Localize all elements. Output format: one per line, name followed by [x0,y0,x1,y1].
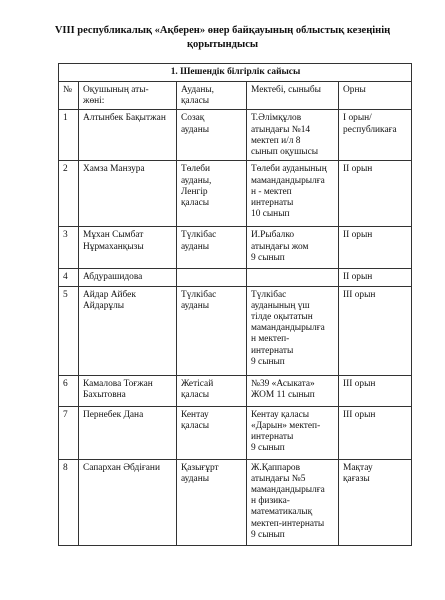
place-cell [339,286,412,375]
number-cell-line: 8 [63,462,68,473]
school-cell-line: Ж.Қаппаров [251,462,301,473]
table-row [59,161,412,227]
header-district-line: Ауданы, [181,85,214,95]
school-cell-line: интернаты [251,345,294,356]
school-cell-line: сынып оқушысы [251,147,319,158]
place-cell [339,110,412,161]
school-cell-line: мамандандырылға [251,175,325,186]
number-cell-line: 7 [63,409,68,420]
place-cell [339,269,412,286]
school-cell-line: ауданының үш [251,300,310,311]
place-cell [339,161,412,227]
school-cell-line: мектеп-интернаты [251,518,325,529]
student-name-cell-line: Абдурашидова [83,272,143,283]
place-cell [339,227,412,269]
district-cell-line: Кентау [181,409,209,420]
district-cell [177,227,247,269]
school-cell-line: интернаты [251,432,294,443]
district-cell [177,406,247,459]
district-cell-line: Түлкібас [181,289,217,300]
number-cell [59,459,79,545]
school-cell-line: 9 сынып [251,529,285,540]
school-cell-line: математикалық [251,507,313,518]
table-row [59,269,412,286]
place-cell [339,406,412,459]
school-cell-line: ЖОМ 11 сынып [251,389,315,400]
section-row [59,64,412,82]
school-cell-line: мектеп и/л 8 [251,135,301,146]
student-name-cell [79,375,177,406]
number-cell [59,227,79,269]
school-cell-line: мамандандырылға [251,323,325,334]
school-cell-line: 10 сынып [251,209,290,220]
student-name-cell-line: Айдарұлы [83,300,125,311]
place-cell-line: республикаға [343,124,397,135]
header-student-name-line: Оқушының аты- [83,85,149,95]
district-cell-line: Созақ [181,113,205,124]
number-cell-line: 3 [63,230,68,241]
results-table [58,63,412,546]
school-cell-line: «Дарын» мектеп- [251,420,321,431]
student-name-cell-line: Нұрмаханқызы [83,241,144,252]
school-cell-line: н физика- [251,496,290,507]
school-cell-line: мамандандырылға [251,485,325,496]
school-cell [247,110,339,161]
number-cell-line: 6 [63,378,68,389]
district-cell-line: Түлкібас [181,230,217,241]
header-student-name-line: жөні: [83,96,105,107]
school-cell [247,459,339,545]
district-cell-line: Қазығұрт [181,462,219,473]
student-name-cell [79,286,177,375]
header-district-line: қаласы [181,96,210,107]
student-name-cell-line: Сапархан Әбдіғани [83,462,160,473]
place-cell-line: III орын [343,409,376,420]
district-cell [177,269,247,286]
header-number [59,82,79,110]
student-name-cell-line: Камалова Тоғжан [83,378,153,389]
place-cell-line: II орын [343,230,373,241]
school-cell-line: атындағы жом [251,241,309,252]
school-cell-line: 9 сынып [251,252,285,263]
school-cell [247,227,339,269]
header-school-line: Мектебі, сыныбы [251,85,321,95]
district-cell [177,375,247,406]
place-cell [339,375,412,406]
district-cell [177,286,247,375]
header-student-name [79,82,177,110]
title-line-1: VIII республикалық «Ақберен» өнер байқауының облыстық кезеңінің [54,25,391,36]
header-school [247,82,339,110]
table-row [59,375,412,406]
table-row [59,459,412,545]
student-name-cell-line: Пернебек Дана [83,409,144,420]
school-cell-line: Кентау қаласы [251,409,310,420]
district-cell-line: қаласы [181,198,210,209]
header-place-line: Орны [343,85,366,95]
header-district [177,82,247,110]
student-name-cell [79,269,177,286]
school-cell-line: №39 «Асыката» [251,378,315,389]
school-cell-line: н - мектеп [251,186,292,197]
district-cell [177,161,247,227]
title-line-2: қорытындысы [186,39,259,50]
place-cell-line: II орын [343,272,373,283]
header-place [339,82,412,110]
table-row [59,110,412,161]
school-cell-line: атындағы №14 [251,124,311,135]
number-cell [59,286,79,375]
place-cell-line: II орын [343,164,373,175]
district-cell-line: ауданы [181,300,210,311]
place-cell-line: I орын/ [343,113,372,124]
number-cell [59,269,79,286]
document-title [0,24,445,52]
number-cell [59,161,79,227]
school-cell [247,286,339,375]
student-name-cell [79,110,177,161]
district-cell-line: ауданы [181,473,210,484]
school-cell-line: тілде оқытатын [251,312,313,323]
student-name-cell-line: Хамза Манзура [83,164,145,175]
number-cell [59,110,79,161]
student-name-cell-line: Алтынбек Бақытжан [83,113,166,124]
school-cell-line: Түлкібас [251,289,287,300]
student-name-cell-line: Бахытовна [83,389,126,400]
school-cell-line: Т.Әлімқұлов [251,113,302,124]
district-cell-line: ауданы [181,241,210,252]
section-title: 1. Шешендік білгірлік сайысы [59,64,412,82]
district-cell-line: Ленгір [181,186,208,197]
place-cell-line: Мақтау [343,462,373,473]
school-cell [247,269,339,286]
place-cell [339,459,412,545]
number-cell [59,406,79,459]
school-cell [247,375,339,406]
place-cell-line: қағазы [343,473,370,484]
table-row [59,286,412,375]
student-name-cell-line: Мұхан Сымбат [83,230,144,241]
school-cell-line: интернаты [251,198,294,209]
number-cell-line: 5 [63,289,68,300]
district-cell [177,459,247,545]
header-row [59,82,412,110]
table-body [59,110,412,545]
district-cell-line: қаласы [181,389,210,400]
school-cell [247,406,339,459]
student-name-cell [79,227,177,269]
number-cell-line: 2 [63,164,68,175]
number-cell-line: 4 [63,272,68,283]
place-cell-line: III орын [343,289,376,300]
school-cell-line: Төлеби ауданының [251,164,327,175]
student-name-cell-line: Айдар Айбек [83,289,136,300]
district-cell-line: қаласы [181,420,210,431]
school-cell-line: н мектеп- [251,334,290,345]
school-cell-line: 9 сынып [251,443,285,454]
district-cell-line: Жетісай [181,378,214,389]
number-cell [59,375,79,406]
number-cell-line: 1 [63,113,68,124]
district-cell-line: ауданы, [181,175,212,186]
student-name-cell [79,161,177,227]
school-cell-line: И.Рыбалко [251,230,295,241]
school-cell-line: атындағы №5 [251,473,306,484]
table-row [59,227,412,269]
table-row [59,406,412,459]
school-cell [247,161,339,227]
header-number-line: № [63,85,72,95]
student-name-cell [79,459,177,545]
school-cell-line: 9 сынып [251,356,285,367]
district-cell-line: Төлеби [181,164,211,175]
place-cell-line: III орын [343,378,376,389]
district-cell-line: ауданы [181,124,210,135]
student-name-cell [79,406,177,459]
district-cell [177,110,247,161]
